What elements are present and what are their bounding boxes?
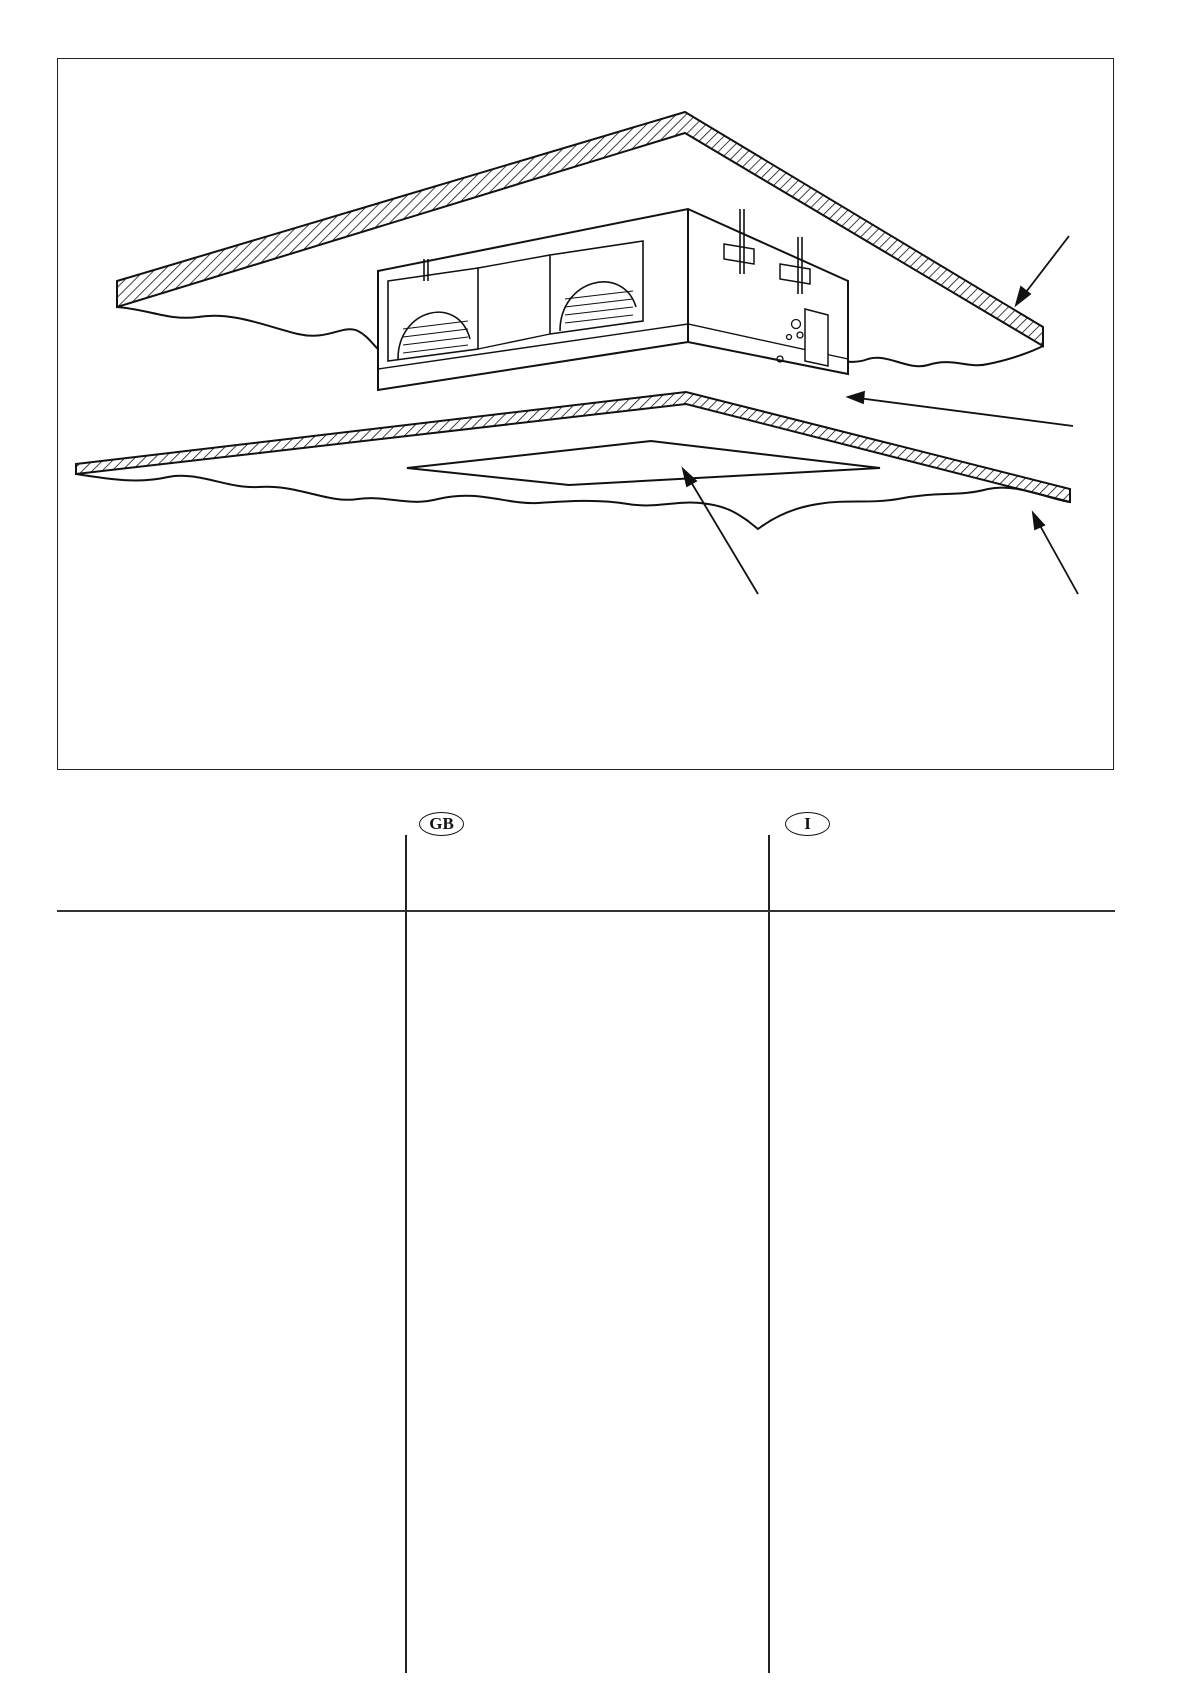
language-badge-it [785,812,830,836]
language-badge-gb [419,812,464,836]
false-ceiling-slab [76,392,1070,529]
installation-illustration [58,59,1115,771]
indoor-unit [378,209,848,390]
language-badge-it-label: I [804,814,811,833]
header-divider [57,910,1115,912]
figure-frame [57,58,1114,770]
column-divider-right [768,835,770,1673]
language-badge-gb-label: GB [429,814,454,833]
column-divider-left [405,835,407,1673]
